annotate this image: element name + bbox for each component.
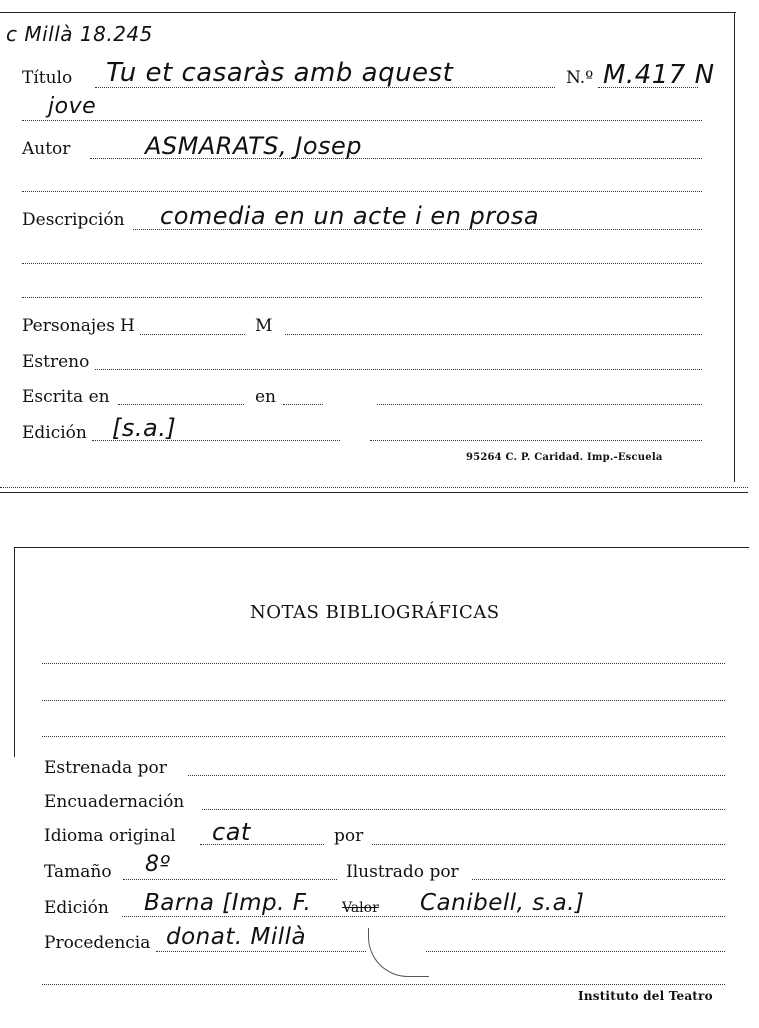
edicion2-value-1: Barna [Imp. F. [144,890,312,916]
personajes-label: Personajes [22,316,115,336]
institution-imprint: Instituto del Teatro [578,989,713,1003]
card1-right-border [734,12,735,482]
tamano-line [123,879,337,880]
escrita-line [118,404,244,405]
descripcion-label: Descripción [22,210,125,230]
notas-line-3 [42,736,725,737]
hole-mark [368,928,429,977]
personajes-m-line [285,334,702,335]
edicion-label: Edición [22,423,87,443]
card2-left-border [14,547,15,757]
personajes-h-line [140,334,245,335]
autor-line-2 [22,191,702,192]
titulo-line-2 [22,120,702,121]
corner-catalog-note: c Millà 18.245 [6,22,153,46]
idioma-label: Idioma original [44,826,176,846]
descripcion-line-2 [22,263,702,264]
valor-label: Valor [342,900,379,916]
idioma-value: cat [212,818,251,846]
procedencia-label: Procedencia [44,933,151,953]
notas-line-1 [42,663,725,664]
numero-label: N.º [566,68,594,88]
edicion2-line [122,916,725,917]
tamano-value: 8º [145,852,171,877]
autor-label: Autor [22,139,71,159]
estrenada-line [188,775,725,776]
personajes-h-label: H [120,316,135,336]
idioma-por-label: por [334,826,364,846]
idioma-por-line [372,844,725,845]
estrenada-label: Estrenada por [44,758,167,778]
titulo-label: Título [22,68,73,88]
autor-value: ASMARATS, Josep [145,132,363,160]
card1-bottom-line [0,492,748,493]
descripcion-value: comedia en un acte i en prosa [160,202,540,230]
escrita-en-label: en [255,387,277,407]
estreno-label: Estreno [22,352,90,372]
ilustrado-line [472,879,725,880]
procedencia-value: donat. Millà [166,924,307,950]
estreno-line [95,369,702,370]
edicion2-label: Edición [44,898,109,918]
numero-value: M.417 N [603,60,715,90]
notas-heading: NOTAS BIBLIOGRÁFICAS [250,602,500,623]
edicion2-value-2: Canibell, s.a.] [420,890,585,916]
tamano-label: Tamaño [44,862,112,882]
titulo-value: Tu et casaràs amb aquest [106,58,454,88]
card2-top-border [14,547,749,548]
personajes-m-label: M [255,316,273,336]
titulo-value-cont: jove [48,94,97,119]
ilustrado-label: Ilustrado por [346,862,459,882]
notas-line-2 [42,700,725,701]
descripcion-line-3 [22,297,702,298]
escrita-en-line [283,404,323,405]
procedencia-line [156,951,366,952]
encuadernacion-line [202,809,725,810]
card1-top-border [0,12,736,13]
procedencia-line-2 [42,984,725,985]
escrita-extra-line [377,404,702,405]
edicion-line-b [370,440,702,441]
card1-bottom-edge [0,487,748,488]
edicion-value: [s.a.] [112,414,177,442]
encuadernacion-label: Encuadernación [44,792,185,812]
procedencia-line-b [426,951,725,952]
escrita-label: Escrita en [22,387,110,407]
printer-imprint: 95264 C. P. Caridad. Imp.-Escuela [466,452,663,463]
